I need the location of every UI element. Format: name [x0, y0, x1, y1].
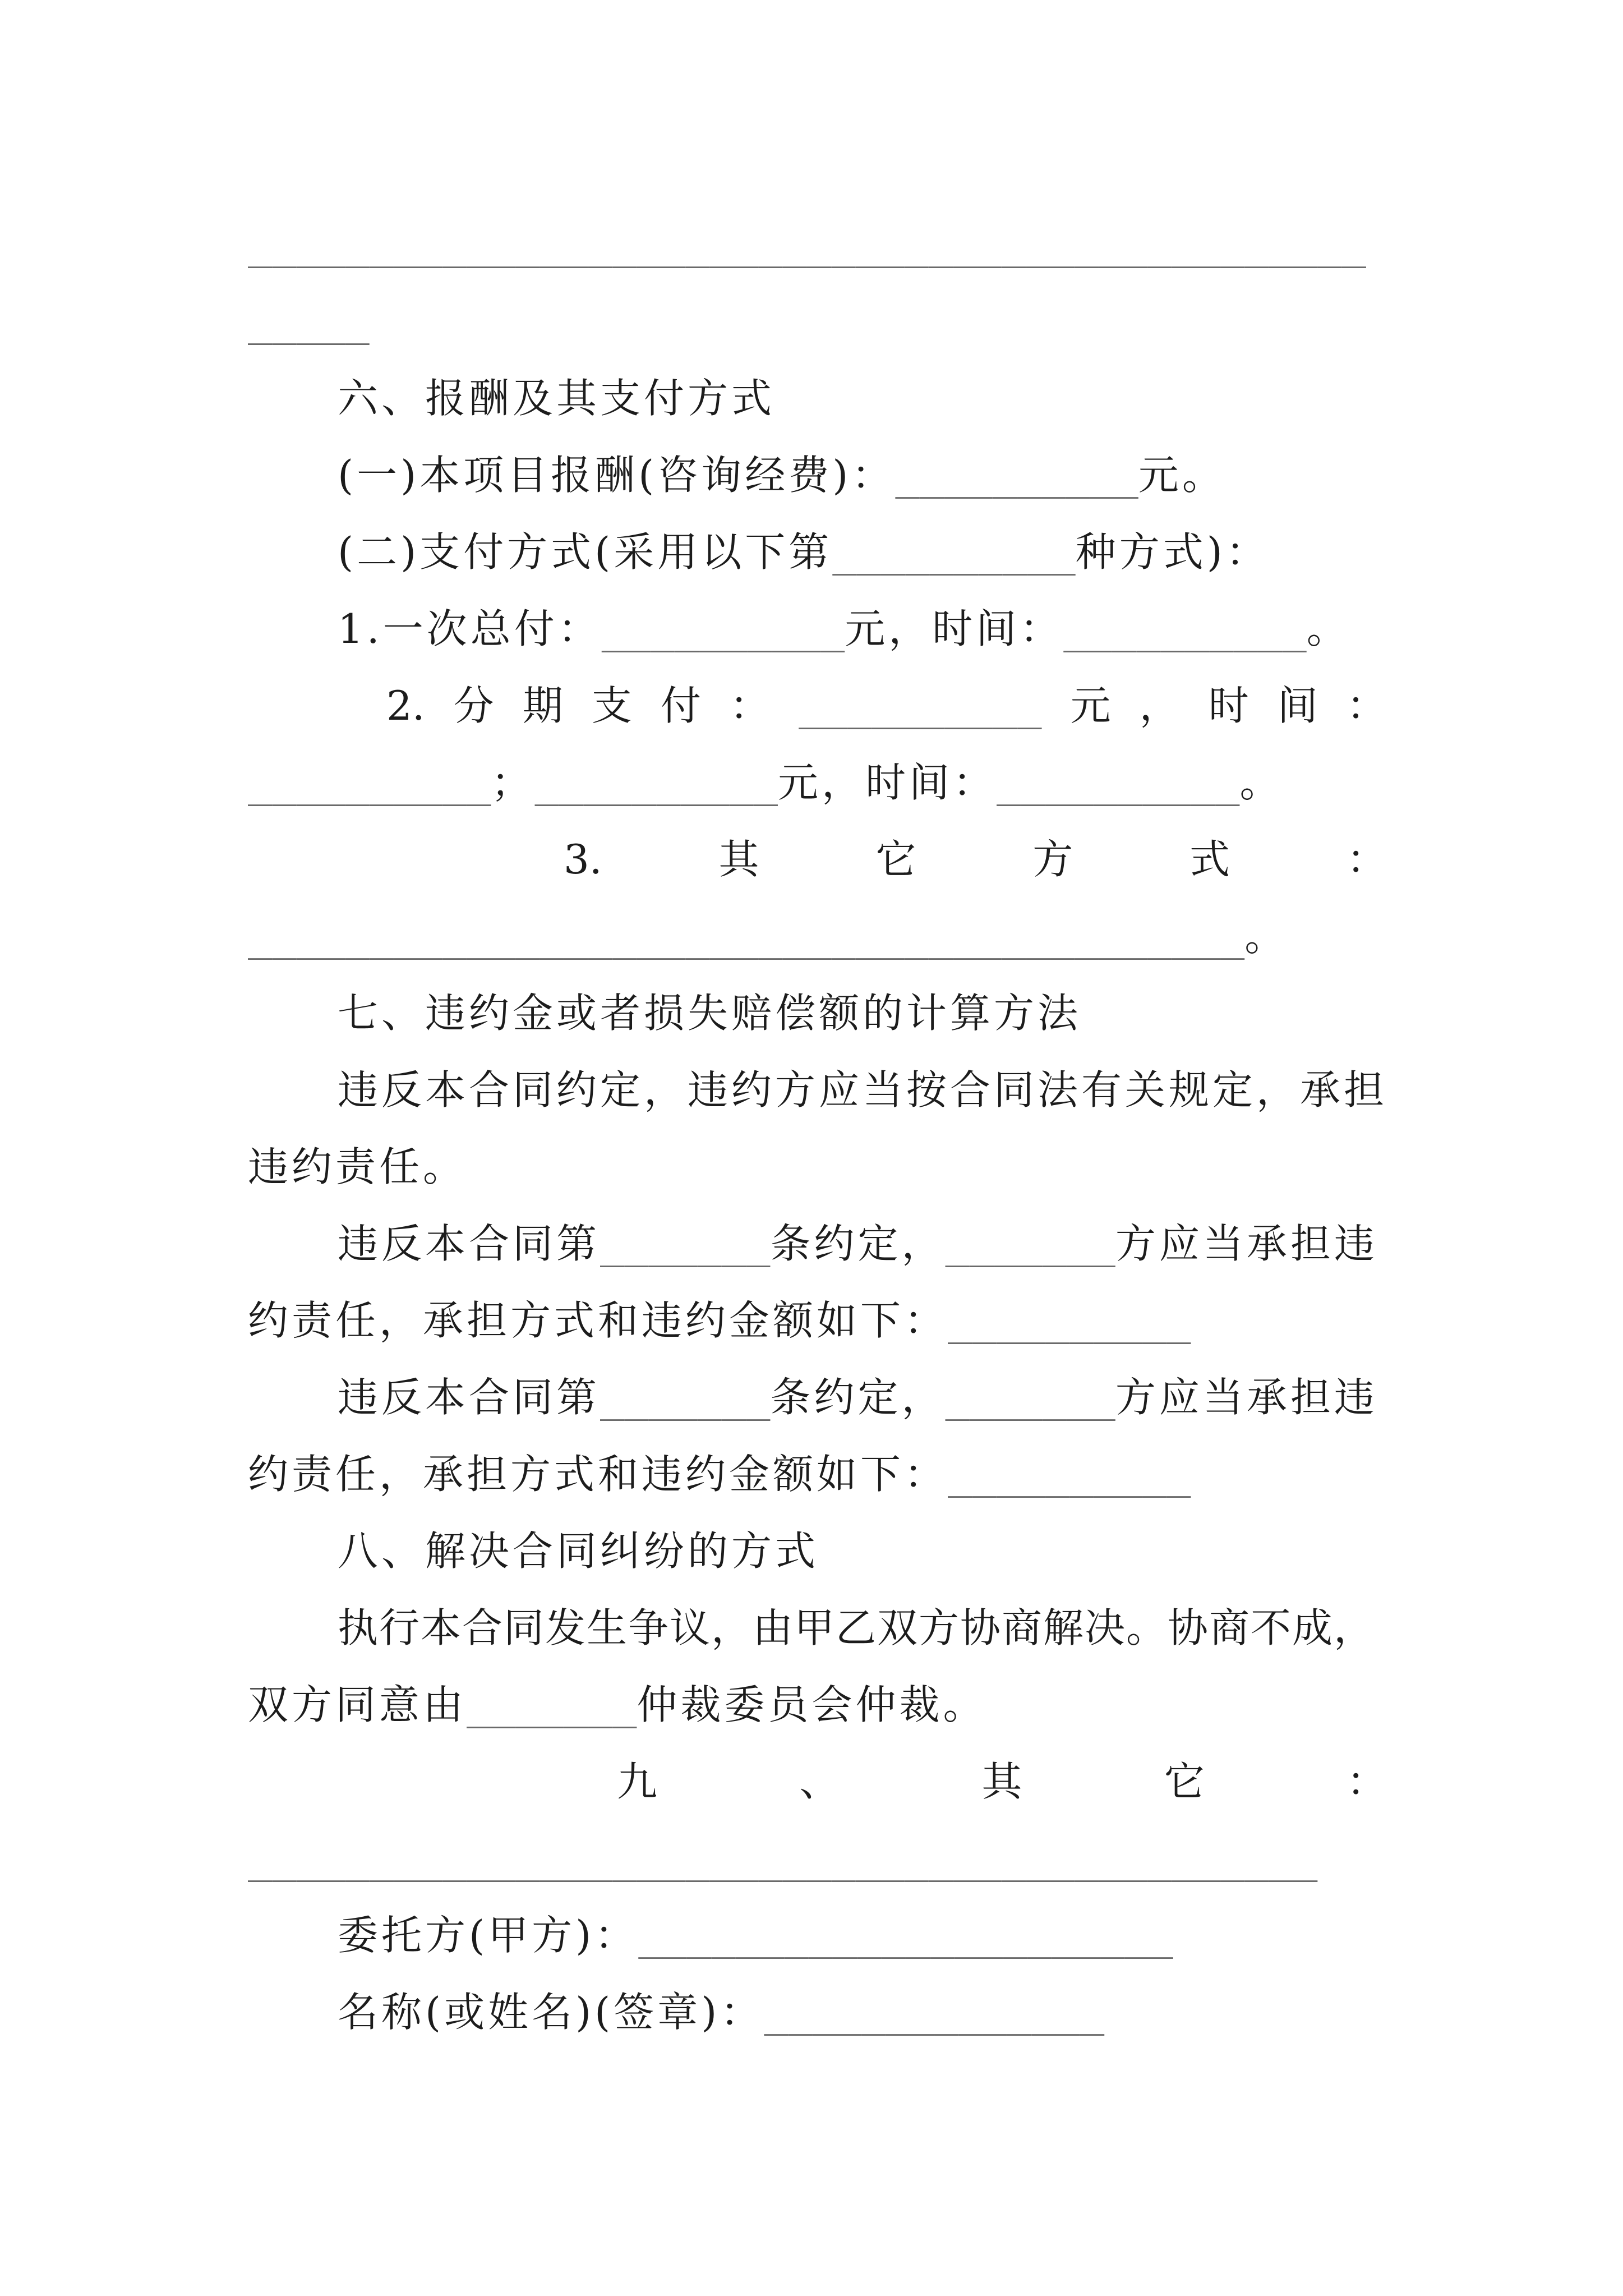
other-method-end: 。	[1244, 913, 1289, 960]
section-9-heading	[617, 1743, 1387, 1820]
other-method-token: 式	[1189, 836, 1230, 883]
clause-mid: 条约定，	[770, 1374, 946, 1421]
clause-party-blank: _______	[945, 1374, 1115, 1421]
lump-sum-unit-time: 元，时间：	[845, 605, 1064, 652]
clause-mid: 条约定，	[770, 1220, 946, 1267]
fee-label: (一)本项目报酬(咨询经费)：	[338, 452, 896, 499]
installment-token: ，	[1139, 682, 1180, 729]
section-9-token: ：	[1346, 1758, 1387, 1805]
breach-clause-2-line-1	[248, 1359, 1387, 1436]
contract-page	[248, 206, 1387, 2051]
dispute-paragraph-line-1: 执行本合同发生争议，由甲乙双方协商解决。协商不成，	[338, 1604, 1376, 1651]
other-method-blank: _________________________________________	[248, 913, 1245, 960]
section-9-token: 它	[1164, 1758, 1205, 1805]
signature-name-line	[248, 1974, 1387, 2051]
installment-token: 支	[591, 682, 632, 729]
other-method-token: 3.	[564, 836, 602, 883]
clause-suffix: 方应当承担违	[1115, 1374, 1378, 1421]
signature-name-label: 名称(或姓名)(签章)：	[338, 1989, 764, 2036]
payment-method-blank: __________	[832, 528, 1076, 576]
other-method-line-1	[564, 821, 1387, 898]
continued-blank-line-2	[248, 283, 1387, 360]
installment-token: 2.	[386, 682, 425, 729]
section-9-token: 其	[981, 1758, 1022, 1805]
section-7-heading: 七、违约金或者损失赔偿额的计算方法	[338, 990, 1082, 1037]
clause-party-blank: _______	[945, 1220, 1115, 1267]
breach-clause-2-line-2	[248, 1436, 1387, 1513]
installment-token: 期	[522, 682, 563, 729]
section-9-blank-line	[248, 1820, 1387, 1897]
clause-terms-label: 约责任，承担方式和违约金额如下：	[248, 1451, 948, 1498]
fill-in-blank: _____	[248, 298, 370, 345]
other-method-token: 它	[875, 836, 916, 883]
installment-token: ：	[1346, 682, 1387, 729]
clause-article-blank: _______	[600, 1374, 771, 1421]
other-terms-blank: ____________________________________________	[248, 1835, 1318, 1882]
fill-in-blank: ______________________________________________	[248, 221, 1366, 268]
installment-token: 付	[660, 682, 701, 729]
installment-line-1	[386, 668, 1387, 744]
installment-unit-time: 元，时间：	[777, 759, 997, 806]
installment-amount-blank: __________	[799, 682, 1042, 729]
lump-sum-time-blank: __________	[1063, 605, 1307, 652]
section-9-token: 、	[799, 1758, 840, 1805]
breach-clause-1-line-1	[248, 1205, 1387, 1282]
payment-method-suffix: 种方式)：	[1075, 528, 1270, 576]
continued-blank-line-1	[248, 206, 1387, 283]
installment-amount-2-blank: __________	[534, 759, 778, 806]
signature-client-line	[248, 1897, 1387, 1974]
section-9-token: 九	[617, 1758, 658, 1805]
installment-token: ：	[730, 682, 771, 729]
fee-unit: 元。	[1138, 452, 1226, 499]
installment-separator: ；	[491, 759, 535, 806]
dispute-prefix: 双方同意由	[248, 1681, 467, 1728]
installment-token: 时	[1208, 682, 1249, 729]
clause-prefix: 违反本合同第	[338, 1220, 601, 1267]
installment-time-blank: __________	[248, 759, 491, 806]
lump-sum-label: 1.一次总付：	[338, 605, 602, 652]
clause-terms-blank: __________	[948, 1297, 1191, 1344]
installment-line-2	[248, 744, 1387, 821]
clause-terms-blank: __________	[948, 1451, 1191, 1498]
installment-token: 分	[453, 682, 494, 729]
payment-method-line	[248, 514, 1387, 591]
clause-suffix: 方应当承担违	[1115, 1220, 1378, 1267]
other-method-line-2	[248, 898, 1387, 975]
breach-clause-1-line-2	[248, 1282, 1387, 1359]
clause-terms-label: 约责任，承担方式和违约金额如下：	[248, 1297, 948, 1344]
lump-sum-amount-blank: __________	[601, 605, 845, 652]
dispute-suffix: 仲裁委员会仲裁。	[637, 1681, 987, 1728]
arbitration-commission-blank: _______	[467, 1681, 637, 1728]
section-6-heading: 六、报酬及其支付方式	[338, 375, 776, 422]
lump-sum-end: 。	[1306, 605, 1350, 652]
other-method-token: 方	[1032, 836, 1073, 883]
breach-paragraph-line-2: 违约责任。	[248, 1143, 467, 1190]
clause-article-blank: _______	[600, 1220, 771, 1267]
payment-method-label: (二)支付方式(采用以下第	[338, 528, 833, 576]
fee-blank: __________	[895, 452, 1138, 499]
lump-sum-line	[248, 591, 1387, 668]
signature-client-label: 委托方(甲方)：	[338, 1912, 639, 1959]
other-method-token: 其	[718, 836, 759, 883]
dispute-paragraph-line-2	[248, 1667, 1387, 1743]
installment-token: 间	[1277, 682, 1318, 729]
installment-time-2-blank: __________	[997, 759, 1240, 806]
breach-paragraph-line-1: 违反本合同约定，违约方应当按合同法有关规定，承担	[338, 1066, 1388, 1114]
installment-end: 。	[1239, 759, 1284, 806]
section-8-heading: 八、解决合同纠纷的方式	[338, 1527, 819, 1575]
signature-client-blank: ______________________	[638, 1912, 1173, 1959]
installment-token: 元	[1070, 682, 1111, 729]
clause-prefix: 违反本合同第	[338, 1374, 601, 1421]
other-method-token: ：	[1346, 836, 1387, 883]
fee-line	[248, 437, 1387, 514]
signature-name-blank: ______________	[764, 1989, 1105, 2036]
